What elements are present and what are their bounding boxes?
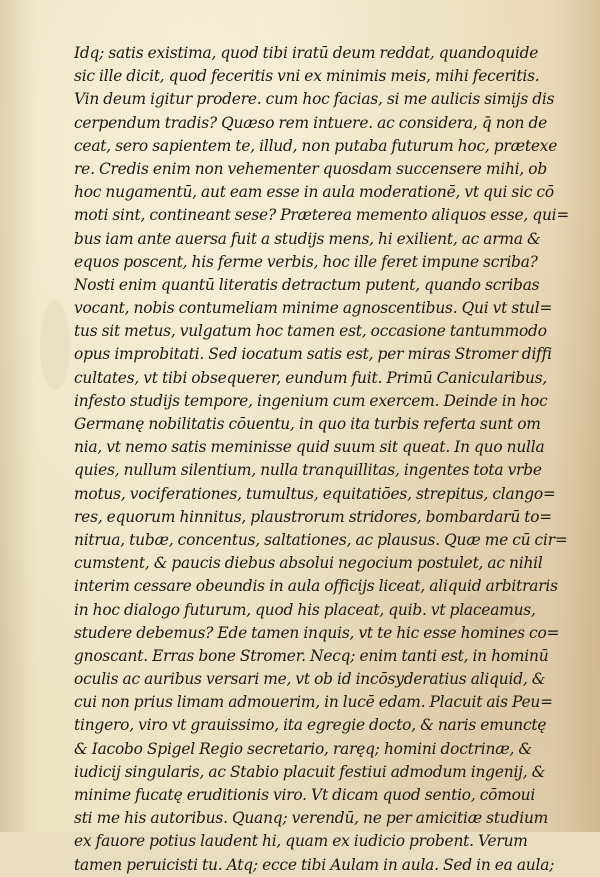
text-line: nia, vt nemo satis meminisse quid suum sit queat. In quo nulla [74,438,545,457]
text-line: res, equorum hinnitus, plaustrorum stridores, bombardarū to= [74,507,552,526]
text-line: Idq; satis existima, quod tibi iratū deum reddat, quandoquide [74,44,539,62]
text-line: tus sit metus, vulgatum hoc tamen est, occasione tantummodo [74,322,547,341]
paper-stain [40,300,70,390]
text-line: minime fucatę eruditionis viro. Vt dicam quod sentio, cōmoui [74,786,536,804]
text-line: Vin deum igitur prodere. cum hoc facias, si me aulicis simijs dis [74,90,555,109]
text-line: bus iam ante auersa fuit a studijs mens, hi exilient, ac arma & [74,229,541,248]
text-line: quies, nullum silentium, nulla tranquillitas, ingentes tota vrbe [74,461,542,480]
text-line: re. Credis enim non vehementer quosdam succensere mihi, ob [74,159,547,178]
text-line: studere debemus? Ede tamen inquis, vt te hic esse homines co= [74,623,560,642]
text-line: hoc nugamentū, aut eam esse in aula moderationē, vt qui sic cō [74,183,554,202]
text-line: tingero, viro vt grauissimo, ita egregie docto, & naris emunctę [74,716,547,735]
text-line: cui non prius limam admouerim, in lucē edam. Placuit ais Peu= [74,693,553,712]
text-line: ceat, sero sapientem te, illud, non putaba futurum hoc, prætexe [74,136,558,155]
text-line: cerpendum tradis? Quæso rem intuere. ac considera, q̄ non de [74,113,548,132]
text-block [74,42,572,877]
text-line: Nosti enim quantū literatis detractum putent, quando scribas [74,275,540,294]
text-line: sti me his autoribus. Quanq; verendū, ne per amicitiæ studium [74,809,549,828]
text-line: & Iacobo Spigel Regio secretario, raręq; homini doctrinæ, & [74,739,532,758]
text-line: infesto studijs tempore, ingenium cum exercem. Deinde in hoc [74,391,548,410]
text-line: vocant, nobis contumeliam minime agnoscentibus. Qui vt stul= [74,299,553,318]
text-line: tamen peruicisti tu. Atq; ecce tibi Aulam in aula. Sed in ea aula; [74,855,555,874]
text-line: iudicij singularis, ac Stabio placuit festiui admodum ingenij, & [74,762,546,781]
text-line: nitrua, tubæ, concentus, saltationes, ac plausus. Quæ me cū cir= [74,530,568,549]
text-line: gnoscant. Erras bone Stromer. Necq; enim tanti est, in hominū [74,646,549,665]
text-line: cumstent, & paucis diebus absolui negocium postulet, ac nihil [74,554,543,573]
text-line: ex fauore potius laudent hi, quam ex iudicio probent. Verum [74,832,528,851]
text-line: interim cessare obeundis in aula officijs liceat, aliquid arbitraris [74,577,558,596]
text-line: cultates, vt tibi obsequerer, eundum fuit. Primū Canicularibus, [74,368,548,387]
text-line: motus, vociferationes, tumultus, equitatiōes, strepitus, clango= [74,484,556,503]
text-line: moti sint, contineant sese? Præterea memento aliquos esse, qui= [74,206,570,225]
text-line: in hoc dialogo futurum, quod his placeat, quib. vt placeamus, [74,600,536,619]
text-line: equos poscent, his ferme verbis, hoc ille feret impune scriba? [74,252,538,271]
text-line: sic ille dicit, quod feceritis vni ex minimis meis, mihi feceritis. [74,67,540,86]
text-line: Germanę nobilitatis cōuentu, in quo ita turbis referta sunt om [74,415,541,433]
text-line: opus improbitati. Sed iocatum satis est, per miras Stromer diffi [74,345,552,364]
text-line: oculis ac auribus versari me, vt ob id incōsyderatius aliquid, & [74,670,546,689]
